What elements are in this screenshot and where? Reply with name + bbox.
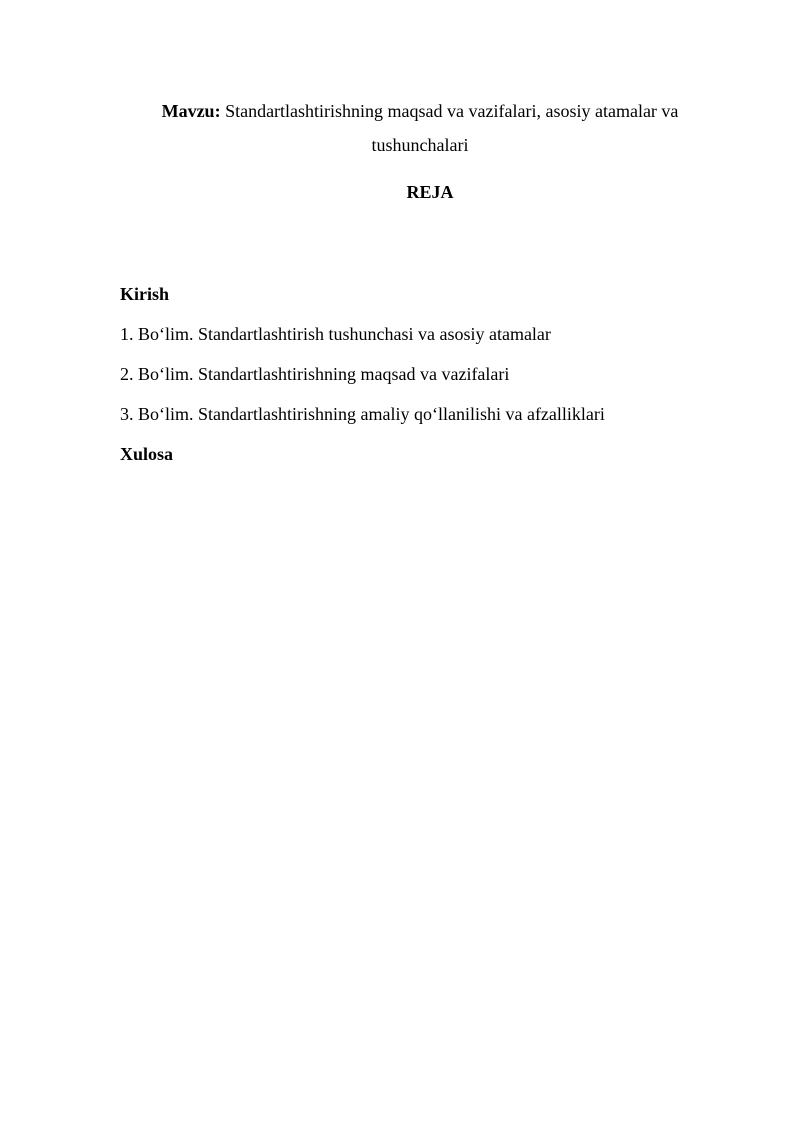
- topic-line-1: [120, 94, 720, 128]
- plan-item-section-1: 1. Bo‘lim. Standartlashtirish tushunchasi va asosiy atamalar: [120, 324, 551, 344]
- plan-item-intro: Kirish: [120, 284, 170, 304]
- topic-label: Mavzu:: [161, 101, 221, 121]
- plan-heading: REJA: [406, 182, 454, 202]
- plan-list: [120, 280, 760, 480]
- topic-text-line-1: Standartlashtirishning maqsad va vazifalari, asosiy atamalar va: [225, 101, 679, 121]
- plan-item-section-2: 2. Bo‘lim. Standartlashtirishning maqsad va vazifalari: [120, 364, 510, 384]
- topic-block: [120, 94, 720, 162]
- topic-text-line-2: tushunchalari: [371, 135, 469, 155]
- plan-item-section-3: 3. Bo‘lim. Standartlashtirishning amaliy qo‘llanilishi va afzalliklari: [120, 404, 605, 424]
- plan-item-conclusion: Xulosa: [120, 444, 174, 464]
